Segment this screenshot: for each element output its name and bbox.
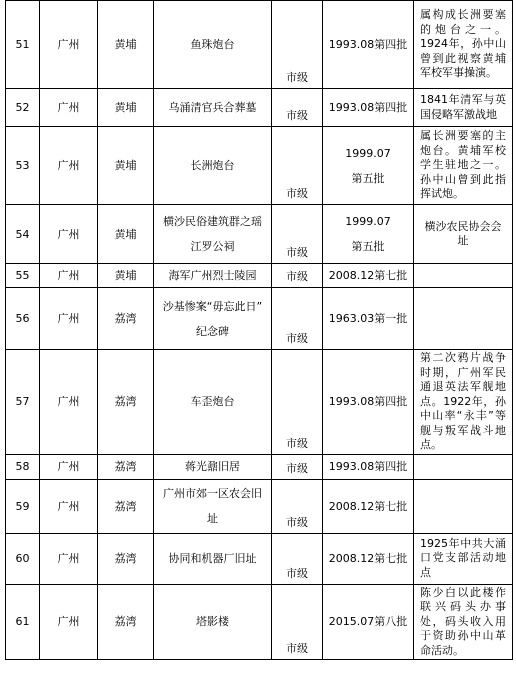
note-cell bbox=[414, 454, 513, 479]
row-number-cell: 52 bbox=[6, 89, 40, 127]
site-name-cell bbox=[154, 205, 272, 264]
site-name-cell bbox=[154, 584, 272, 660]
site-name-cell bbox=[154, 288, 272, 350]
city-cell: 广州 bbox=[40, 350, 98, 455]
row-number-cell: 56 bbox=[6, 288, 40, 350]
district-cell: 黄埔 bbox=[98, 1, 154, 89]
district-cell: 荔湾 bbox=[98, 288, 154, 350]
note-cell bbox=[414, 264, 513, 288]
row-number-cell: 59 bbox=[6, 479, 40, 533]
row-number-cell: 60 bbox=[6, 533, 40, 584]
city-cell: 广州 bbox=[40, 264, 98, 288]
cell-line: 1993.08第四批 bbox=[328, 460, 408, 473]
table-row bbox=[6, 89, 513, 127]
row-number-cell: 54 bbox=[6, 205, 40, 264]
city-cell: 广州 bbox=[40, 127, 98, 205]
cell-line: 海军广州烈士陵园 bbox=[168, 269, 257, 282]
level-cell: 市级 bbox=[272, 288, 323, 350]
cell-line: 第二次鸦片战争时期，广州军民通退英法军舰地点。1922年，孙中山率“永丰”等舰与叛军战斗地点。 bbox=[420, 351, 506, 451]
cell-line: 纪念碑 bbox=[196, 324, 229, 338]
cell-line: 2008.12第七批 bbox=[328, 499, 408, 513]
note-cell bbox=[414, 479, 513, 533]
cell-line: 1841年清军与英国侵略军激战地 bbox=[420, 93, 506, 121]
cell-line: 第五批 bbox=[351, 240, 385, 253]
cell-line: 广州市郊一区农会旧 bbox=[163, 487, 262, 500]
district-cell: 荔湾 bbox=[98, 584, 154, 660]
level-cell: 市级 bbox=[272, 584, 323, 660]
batch-cell bbox=[323, 264, 414, 288]
note-cell bbox=[414, 350, 513, 455]
heritage-table-sheet bbox=[5, 0, 512, 660]
note-cell bbox=[414, 127, 513, 205]
cell-line: 鱼珠炮台 bbox=[190, 38, 235, 51]
site-name-cell bbox=[154, 479, 272, 533]
cell-line: 横沙农民协会会址 bbox=[424, 219, 502, 247]
batch-cell bbox=[323, 454, 414, 479]
cell-line: 1925年中共大涌口党支部活动地点 bbox=[420, 536, 506, 579]
level-cell: 市级 bbox=[272, 127, 323, 205]
cell-line: 2015.07第八批 bbox=[328, 615, 408, 629]
table-row bbox=[6, 479, 513, 533]
note-cell bbox=[414, 533, 513, 584]
cell-line: 横沙民俗建筑群之瑶 bbox=[163, 215, 262, 228]
batch-cell bbox=[323, 479, 414, 533]
level-cell: 市级 bbox=[272, 264, 323, 288]
city-cell: 广州 bbox=[40, 1, 98, 89]
city-cell: 广州 bbox=[40, 205, 98, 264]
district-cell: 黄埔 bbox=[98, 264, 154, 288]
batch-cell bbox=[323, 533, 414, 584]
cell-line: 塔影楼 bbox=[196, 615, 229, 629]
level-cell: 市级 bbox=[272, 89, 323, 127]
district-cell: 黄埔 bbox=[98, 205, 154, 264]
city-cell: 广州 bbox=[40, 533, 98, 584]
cell-line: 1963.03第一批 bbox=[328, 312, 408, 325]
level-cell: 市级 bbox=[272, 350, 323, 455]
level-cell: 市级 bbox=[272, 454, 323, 479]
row-number-cell: 51 bbox=[6, 1, 40, 89]
cell-line: 2008.12第七批 bbox=[328, 269, 408, 282]
heritage-table bbox=[5, 0, 513, 660]
batch-cell bbox=[323, 89, 414, 127]
table-row bbox=[6, 127, 513, 205]
table-row bbox=[6, 205, 513, 264]
cell-line: 属构成长洲要塞的炮台之一。1924年，孙中山曾到此视察黄埔军校军事操演。 bbox=[420, 8, 506, 80]
table-row bbox=[6, 288, 513, 350]
cell-line: 协同和机器厂旧址 bbox=[168, 552, 257, 565]
city-cell: 广州 bbox=[40, 479, 98, 533]
site-name-cell bbox=[154, 1, 272, 89]
batch-cell bbox=[323, 1, 414, 89]
batch-cell bbox=[323, 205, 414, 264]
table-row bbox=[6, 264, 513, 288]
cell-line: 车歪炮台 bbox=[190, 395, 235, 409]
note-cell bbox=[414, 584, 513, 660]
cell-line: 1993.08第四批 bbox=[328, 395, 408, 409]
city-cell: 广州 bbox=[40, 89, 98, 127]
table-row bbox=[6, 533, 513, 584]
note-cell bbox=[414, 1, 513, 89]
level-cell: 市级 bbox=[272, 533, 323, 584]
row-number-cell: 58 bbox=[6, 454, 40, 479]
row-number-cell: 61 bbox=[6, 584, 40, 660]
row-number-cell: 55 bbox=[6, 264, 40, 288]
cell-line: 1999.07 bbox=[345, 146, 391, 160]
table-body bbox=[6, 1, 513, 660]
batch-cell bbox=[323, 288, 414, 350]
site-name-cell bbox=[154, 350, 272, 455]
batch-cell bbox=[323, 584, 414, 660]
district-cell: 荔湾 bbox=[98, 454, 154, 479]
level-cell: 市级 bbox=[272, 1, 323, 89]
site-name-cell bbox=[154, 533, 272, 584]
cell-line: 1993.08第四批 bbox=[328, 38, 408, 51]
note-cell bbox=[414, 89, 513, 127]
row-number-cell: 57 bbox=[6, 350, 40, 455]
district-cell: 黄埔 bbox=[98, 89, 154, 127]
batch-cell bbox=[323, 127, 414, 205]
site-name-cell bbox=[154, 454, 272, 479]
cell-line: 1999.07 bbox=[345, 215, 391, 228]
site-name-cell bbox=[154, 89, 272, 127]
district-cell: 荔湾 bbox=[98, 479, 154, 533]
cell-line: 址 bbox=[207, 512, 218, 525]
district-cell: 荔湾 bbox=[98, 533, 154, 584]
row-number-cell: 53 bbox=[6, 127, 40, 205]
table-row bbox=[6, 1, 513, 89]
note-cell bbox=[414, 205, 513, 264]
level-cell: 市级 bbox=[272, 479, 323, 533]
city-cell: 广州 bbox=[40, 584, 98, 660]
cell-line: 沙基惨案“毋忘此日” bbox=[162, 299, 263, 313]
cell-line: 长洲炮台 bbox=[190, 159, 235, 172]
cell-line: 2008.12第七批 bbox=[328, 552, 408, 565]
cell-line: 江罗公祠 bbox=[190, 240, 235, 253]
table-row bbox=[6, 350, 513, 455]
site-name-cell bbox=[154, 127, 272, 205]
cell-line: 蒋光鼐旧居 bbox=[185, 460, 240, 473]
table-row bbox=[6, 584, 513, 660]
level-cell: 市级 bbox=[272, 205, 323, 264]
site-name-cell bbox=[154, 264, 272, 288]
table-row bbox=[6, 454, 513, 479]
city-cell: 广州 bbox=[40, 454, 98, 479]
cell-line: 属长洲要塞的主炮台。黄埔军校学生驻地之一。孙中山曾到此指挥试炮。 bbox=[420, 129, 506, 201]
city-cell: 广州 bbox=[40, 288, 98, 350]
cell-line: 1993.08第四批 bbox=[328, 101, 408, 114]
cell-line: 第五批 bbox=[351, 171, 385, 185]
cell-line: 乌涌清官兵合葬墓 bbox=[168, 101, 257, 114]
batch-cell bbox=[323, 350, 414, 455]
district-cell: 黄埔 bbox=[98, 127, 154, 205]
note-cell bbox=[414, 288, 513, 350]
cell-line: 陈少白以此楼作联兴码头办事处，码头收入用于资助孙中山革命活动。 bbox=[420, 585, 506, 657]
district-cell: 荔湾 bbox=[98, 350, 154, 455]
